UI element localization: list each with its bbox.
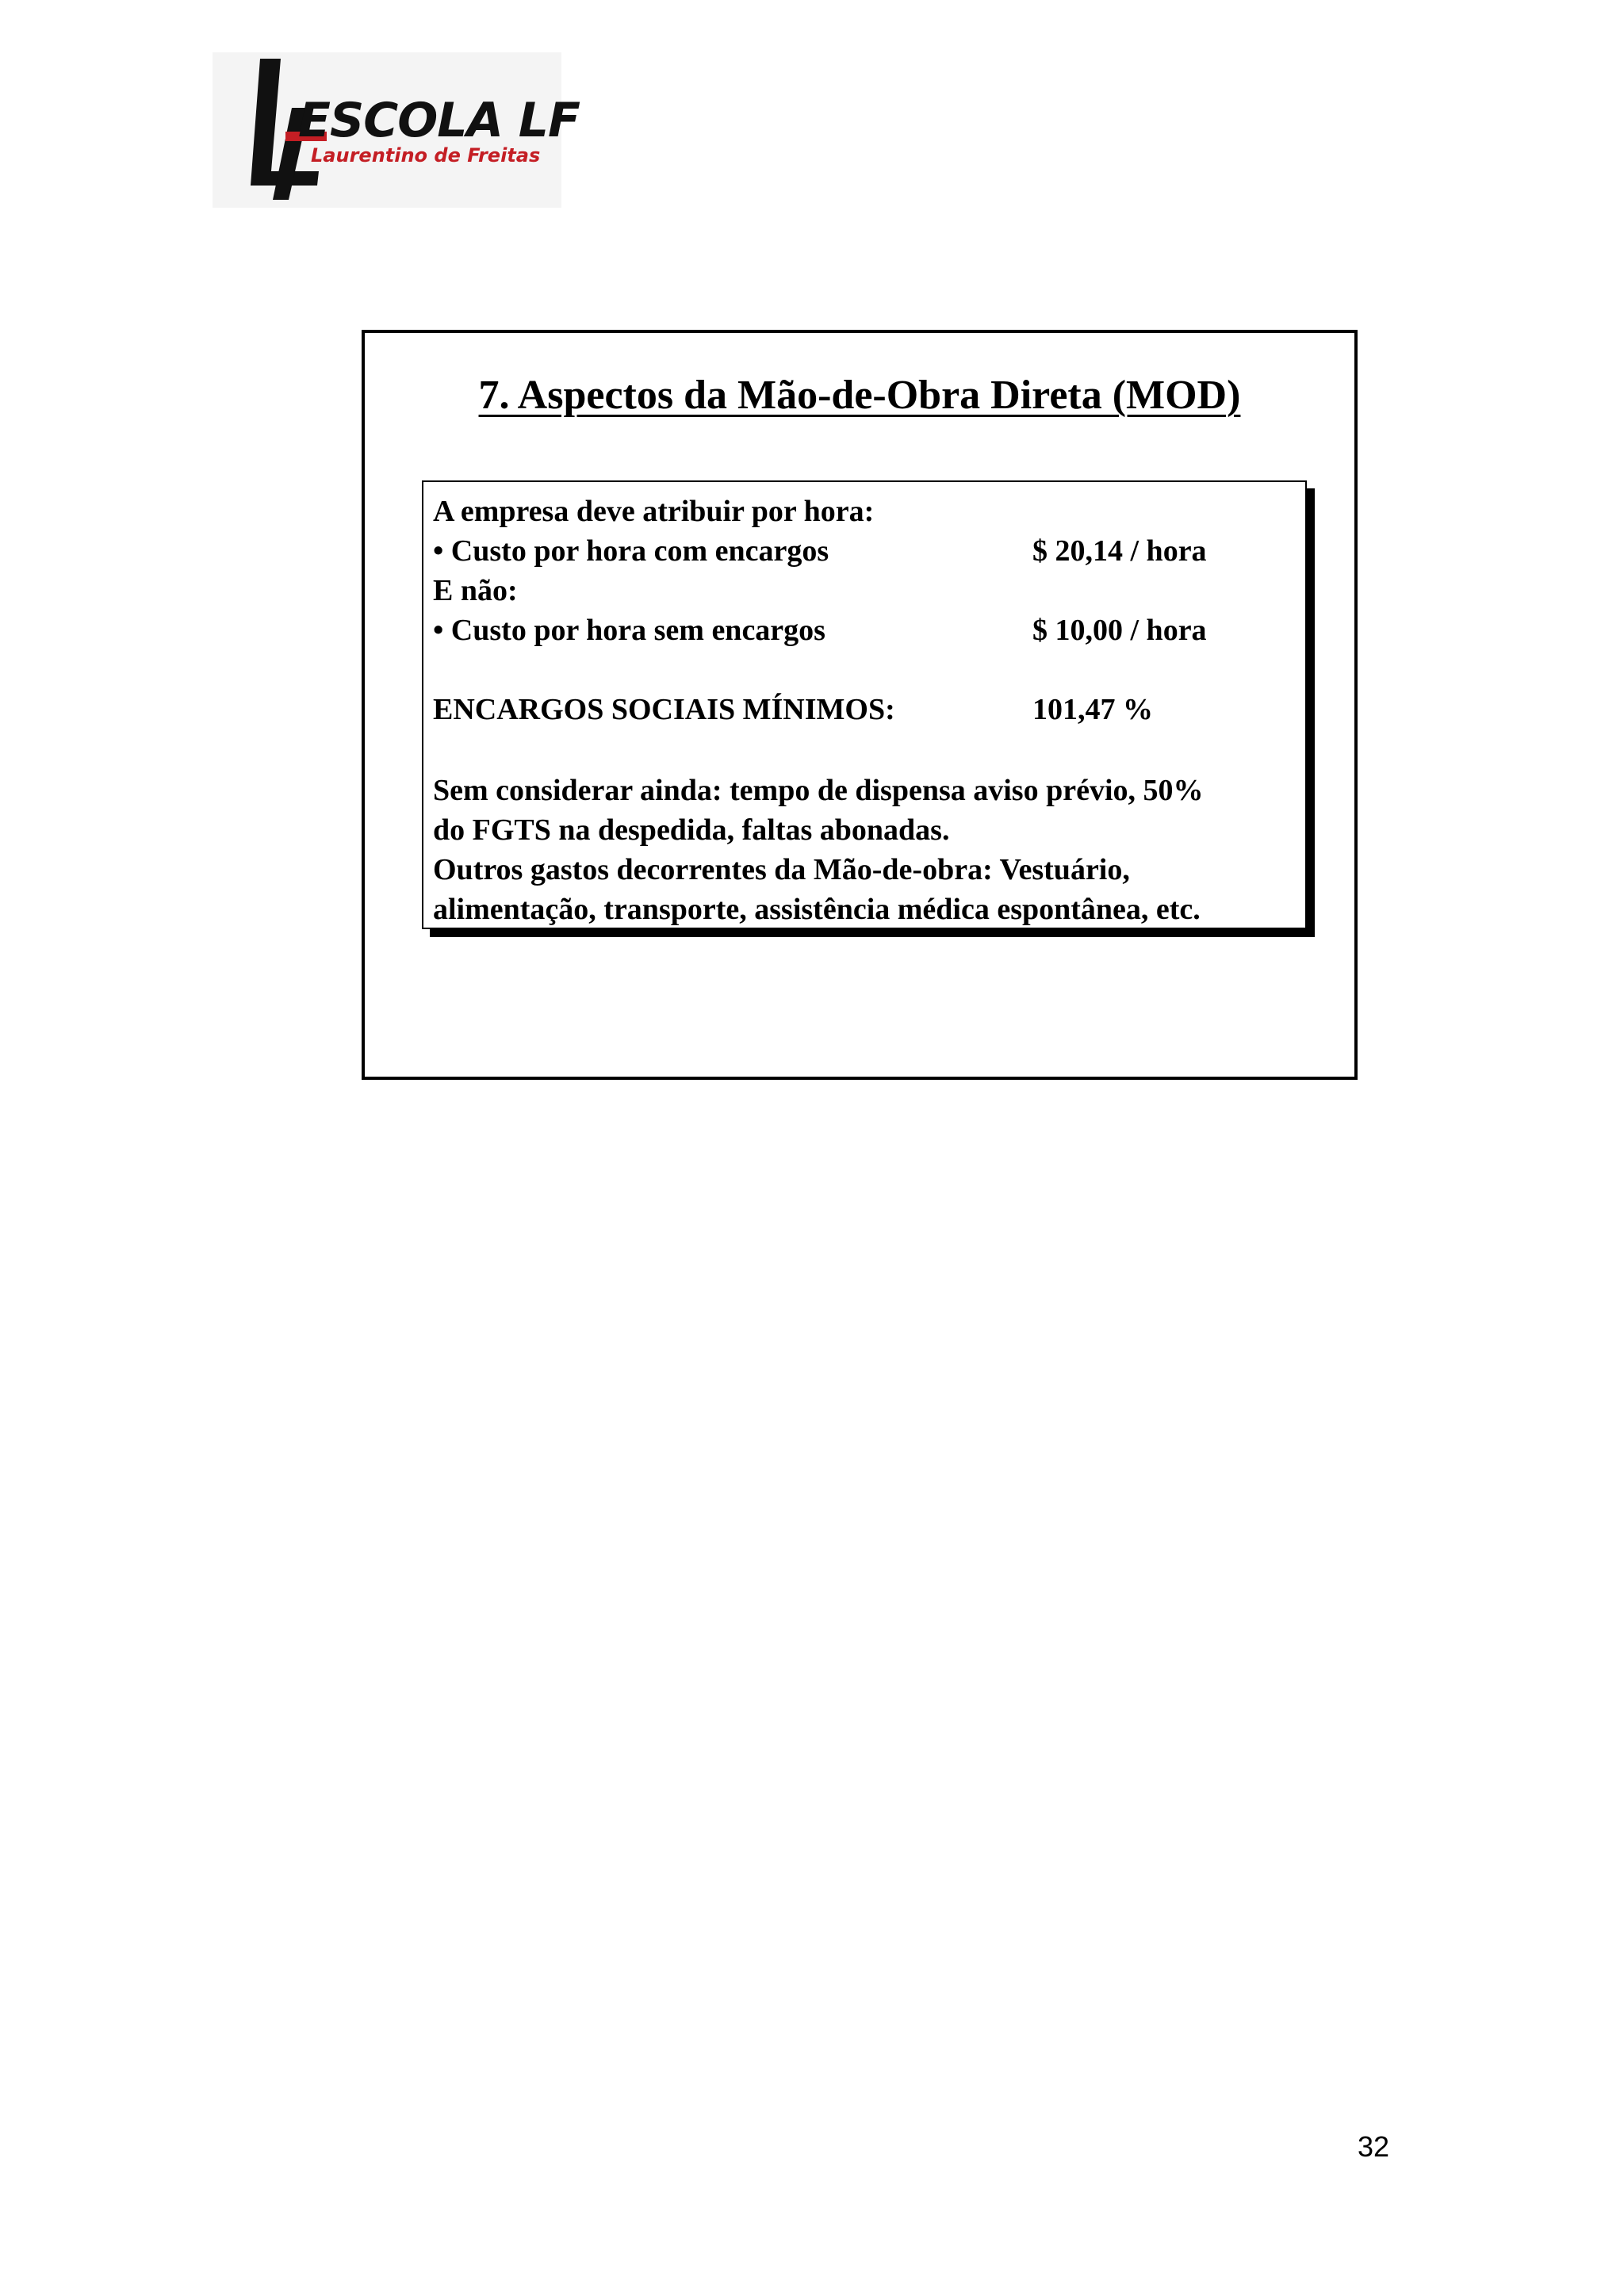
slide-title: 7. Aspectos da Mão-de-Obra Direta (MOD) xyxy=(478,373,1241,418)
logo-subtitle: Laurentino de Freitas xyxy=(311,144,541,166)
cost-without-charges-label: • Custo por hora sem encargos xyxy=(433,614,825,647)
note-line: do FGTS na despedida, faltas abonadas. xyxy=(433,813,950,847)
cost-without-charges-value: $ 10,00 / hora xyxy=(1032,614,1207,647)
connector-text: E não: xyxy=(433,574,518,607)
cost-with-charges-value: $ 20,14 / hora xyxy=(1032,534,1207,568)
cost-with-charges-label: • Custo por hora com encargos xyxy=(433,534,829,568)
spacer xyxy=(433,650,1296,690)
cost-with-charges-row xyxy=(433,531,1296,571)
intro-text: A empresa deve atribuir por hora: xyxy=(433,495,875,528)
spacer xyxy=(433,729,1296,771)
note-line: Outros gastos decorrentes da Mão-de-obra: Vestuário, xyxy=(433,853,1130,886)
social-charges-row xyxy=(433,690,1296,729)
social-charges-label: ENCARGOS SOCIAIS MÍNIMOS: xyxy=(433,693,895,726)
slide-frame xyxy=(362,330,1358,1080)
school-logo xyxy=(213,52,580,208)
note-line: alimentação, transporte, assistência médica espontânea, etc. xyxy=(433,893,1201,926)
social-charges-value: 101,47 % xyxy=(1032,693,1153,726)
cost-without-charges-row xyxy=(433,610,1296,650)
content-box xyxy=(422,480,1307,929)
note-line: Sem considerar ainda: tempo de dispensa aviso prévio, 50% xyxy=(433,774,1204,807)
connector-line xyxy=(433,571,1296,610)
logo-title: ESCOLA LF xyxy=(298,93,580,148)
page-number: 32 xyxy=(1358,2130,1390,2163)
intro-line xyxy=(433,492,1296,531)
